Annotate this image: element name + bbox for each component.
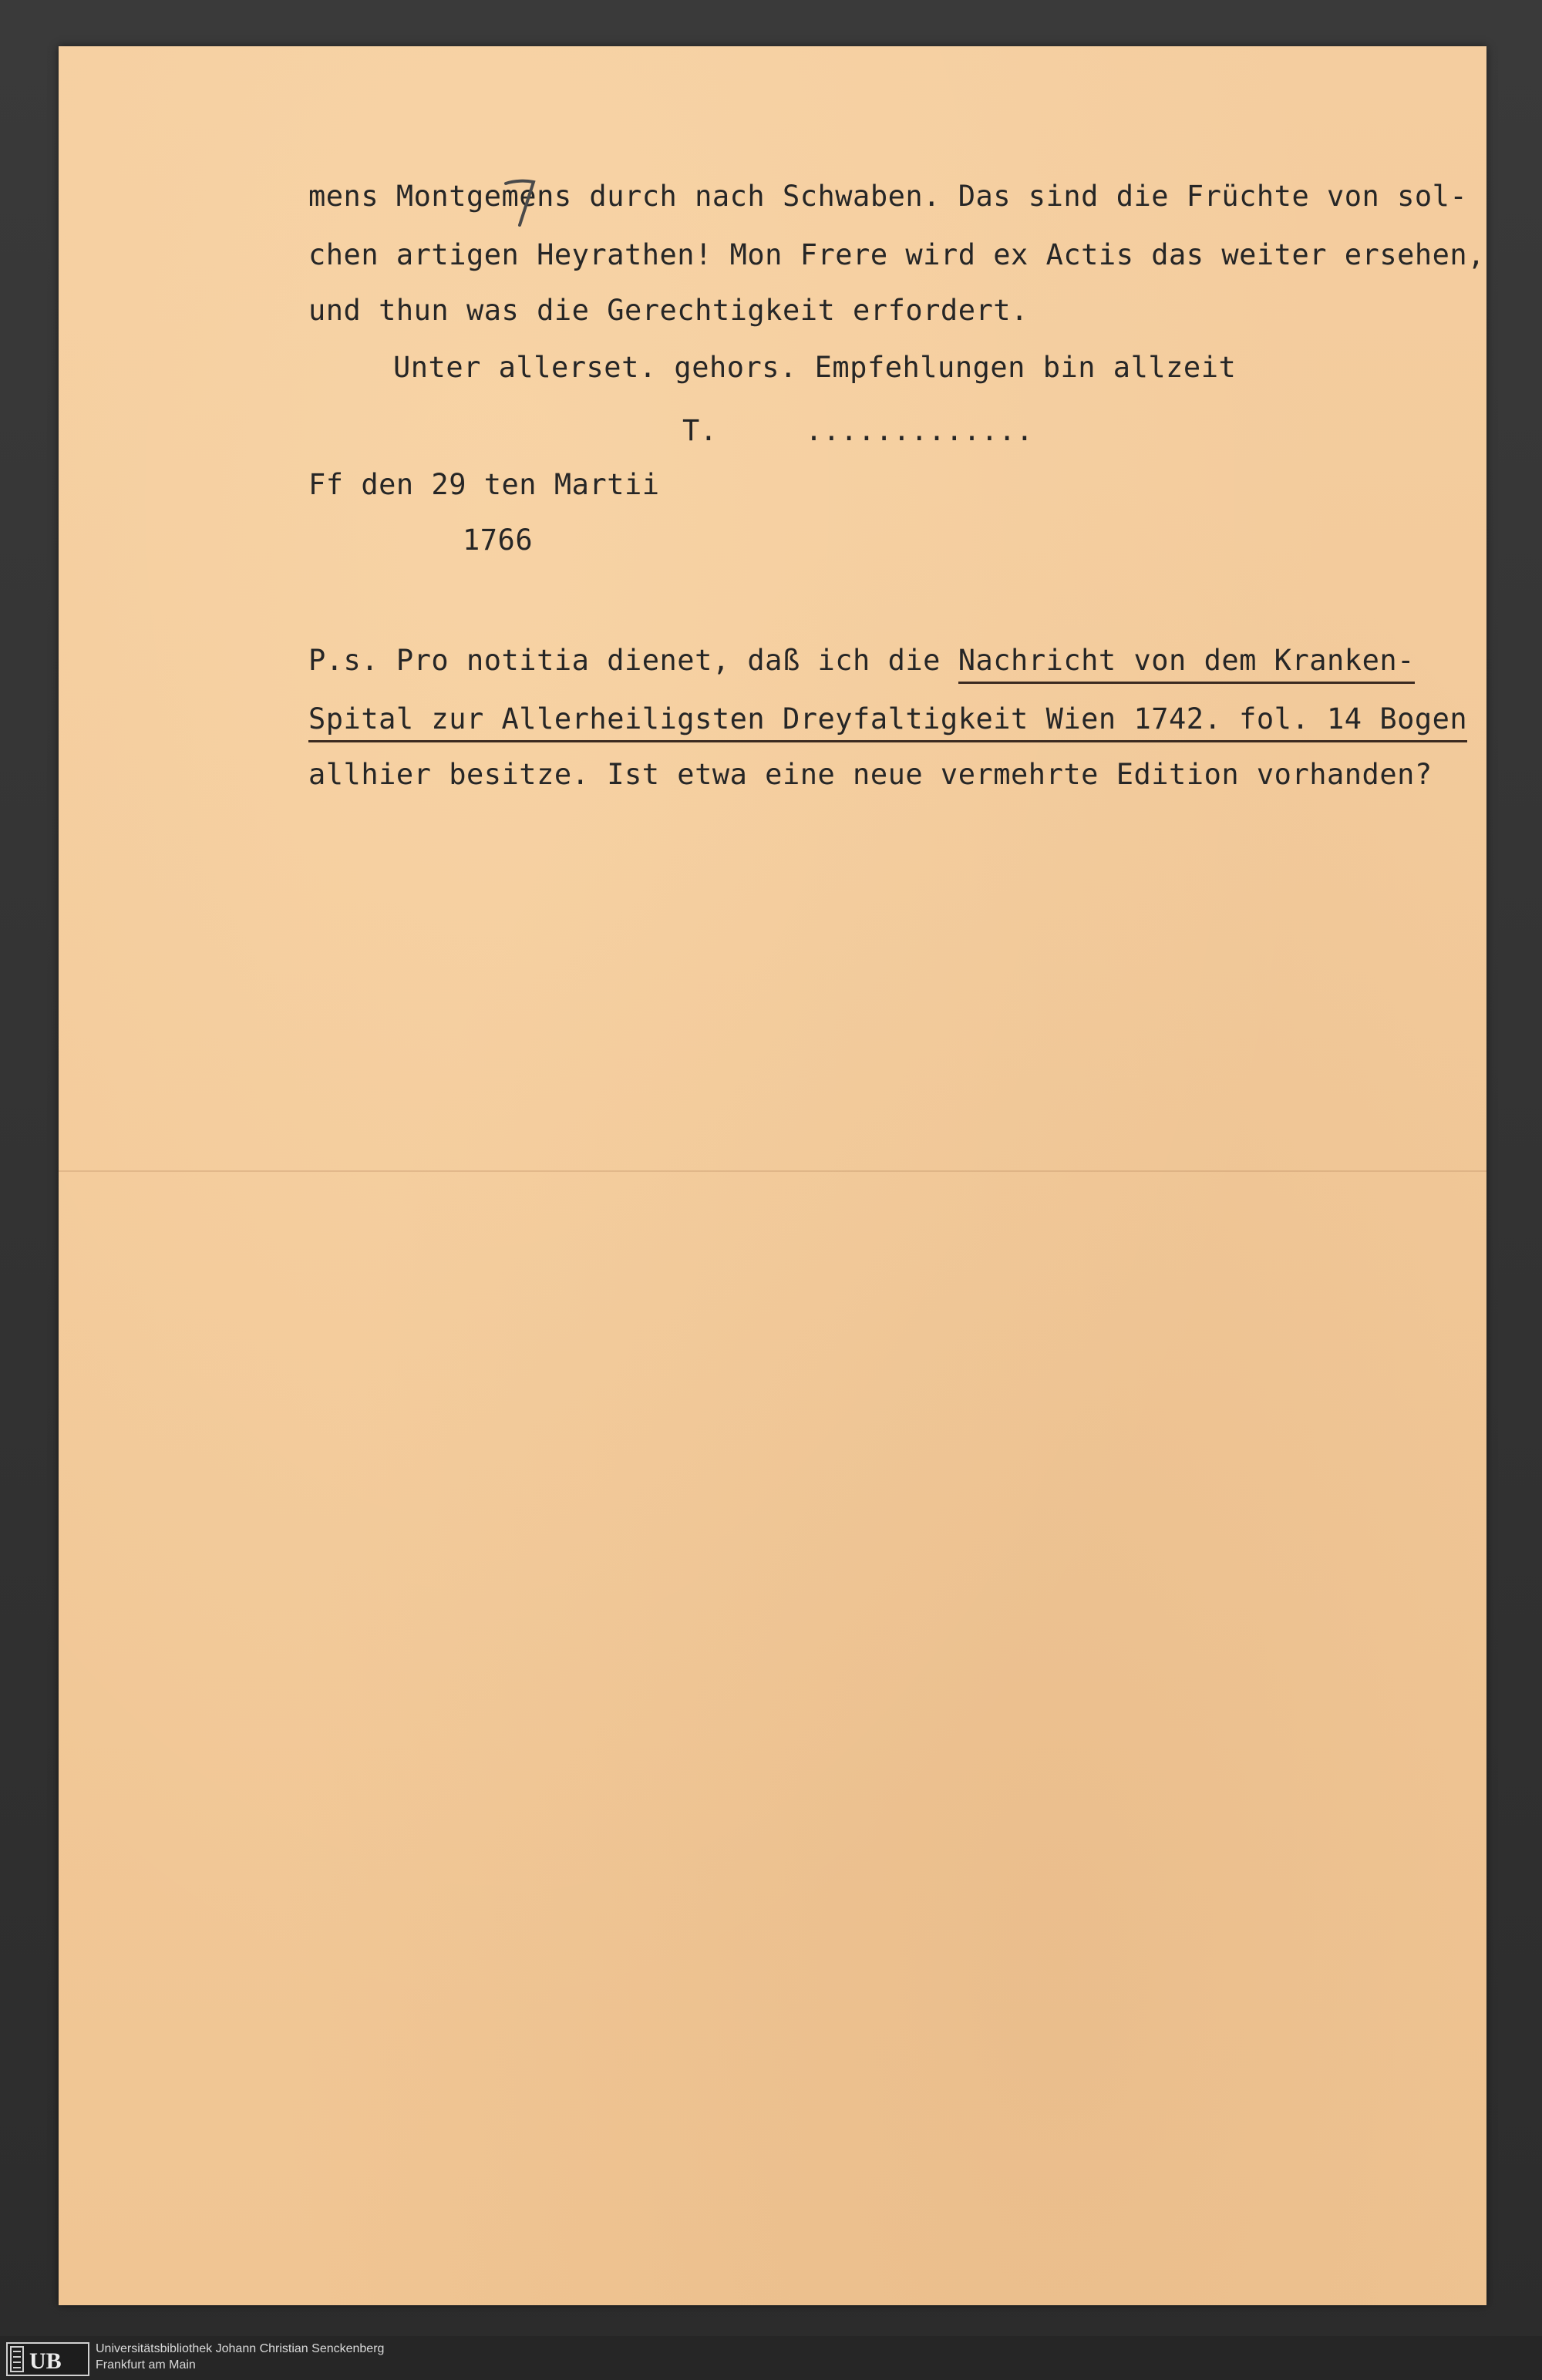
handwritten-correction-mark	[501, 176, 540, 230]
postscript-line-3: allhier besitze. Ist etwa eine neue vermehrte Edition vorhanden?	[308, 758, 1433, 791]
signature-line: T. .............	[682, 414, 1034, 447]
date-line: Ff den 29 ten Martii	[308, 468, 660, 501]
letter-line-3: und thun was die Gerechtigkeit erfordert.	[308, 294, 1029, 327]
letter-sheet	[59, 46, 1486, 2305]
logo-text: UB	[29, 2348, 62, 2374]
footer-bar	[0, 2336, 1542, 2380]
postscript-title-part-1: Nachricht von dem Kranken-	[958, 644, 1415, 684]
letter-line-1: mens Montgemens durch nach Schwaben. Das sind die Früchte von sol-	[308, 180, 1468, 213]
paper-fold	[59, 1170, 1486, 1172]
postscript-title-part-2: Spital zur Allerheiligsten Dreyfaltigkeit Wien 1742. fol. 14 Bogen	[308, 702, 1467, 742]
footer-city: Frankfurt am Main	[96, 2358, 196, 2372]
footer-institution: Universitätsbibliothek Johann Christian Senckenberg	[96, 2342, 385, 2355]
postscript-line-1	[308, 646, 1415, 675]
postscript-line-2	[308, 702, 1468, 736]
year-line: 1766	[463, 523, 534, 557]
closing-line: Unter allerset. gehors. Empfehlungen bin allzeit	[393, 351, 1237, 384]
letter-line-2: chen artigen Heyrathen! Mon Frere wird ex Actis das weiter ersehen,	[308, 238, 1485, 271]
postscript-intro: P.s. Pro notitia dienet, daß ich die	[308, 644, 958, 677]
university-library-logo	[6, 2342, 89, 2376]
